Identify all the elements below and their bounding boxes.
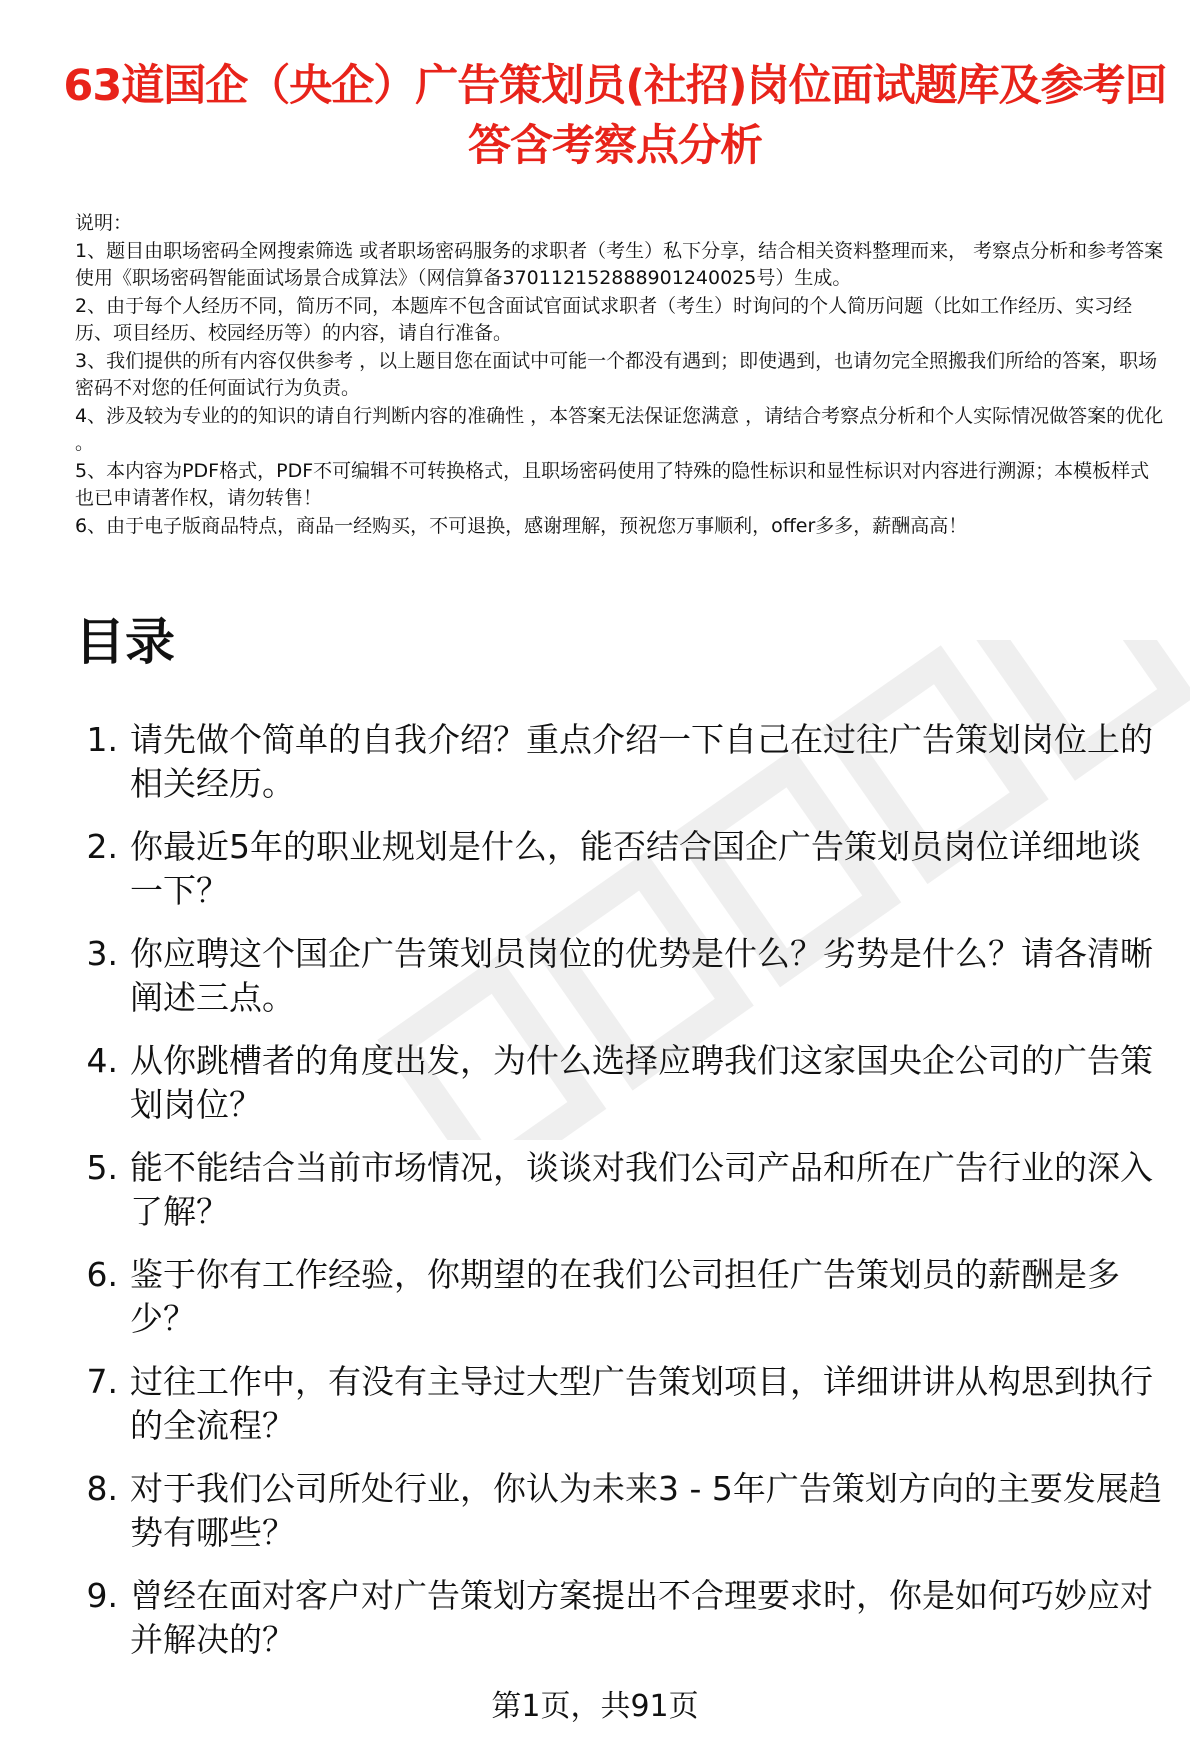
- toc-item-number: 4.: [86, 1041, 118, 1080]
- toc-item-text: 曾经在面对客户对广告策划方案提出不合理要求时，你是如何巧妙应对并解决的？: [130, 1576, 1153, 1659]
- note-item-1: 1、题目由职场密码全网搜索筛选 或者职场密码服务的求职者（考生）私下分享，结合相关资料整理而来， 考察点分析和参考答案使用《职场密码智能面试场景合成算法》（网信算备370112152888901240025号）生成。: [75, 239, 1164, 289]
- toc-item-number: 9.: [86, 1576, 118, 1615]
- toc-item[interactable]: [70, 1467, 1170, 1574]
- toc-item[interactable]: [70, 932, 1170, 1039]
- toc-item[interactable]: [70, 1360, 1170, 1467]
- toc-item-number: 6.: [86, 1255, 118, 1294]
- page-footer: 第1页，共91页: [491, 1689, 699, 1724]
- toc-item-text: 过往工作中，有没有主导过大型广告策划项目，详细讲讲从构思到执行的全流程？: [130, 1362, 1153, 1445]
- note-item-6: 6、由于电子版商品特点，商品一经购买，不可退换，感谢理解，预祝您万事顺利，offer多多，薪酬高高！: [75, 514, 968, 537]
- toc-item-text: 从你跳槽者的角度出发，为什么选择应聘我们这家国央企公司的广告策划岗位？: [130, 1041, 1153, 1124]
- toc-item[interactable]: [70, 1146, 1170, 1253]
- note-item-5: 5、本内容为PDF格式，PDF不可编辑不可转换格式，且职场密码使用了特殊的隐性标识和显性标识对内容进行溯源；本模板样式也已申请著作权，请勿转售！: [75, 459, 1150, 509]
- toc-item[interactable]: [70, 1574, 1170, 1681]
- title-text: 63道国企（央企）广告策划员(社招)岗位面试题库及参考回答含考察点分析: [63, 61, 1167, 171]
- notes-section: [75, 210, 1165, 540]
- note-item-3: 3、我们提供的所有内容仅供参考 ，以上题目您在面试中可能一个都没有遇到；即使遇到，也请勿完全照搬我们所给的答案，职场密码不对您的任何面试行为负责。: [75, 349, 1158, 399]
- note-item-2: 2、由于每个人经历不同，简历不同，本题库不包含面试官面试求职者（考生）时询问的个人简历问题（比如工作经历、实习经历、项目经历、校园经历等）的内容，请自行准备。: [75, 294, 1133, 344]
- toc-item-text: 对于我们公司所处行业，你认为未来3 - 5年广告策划方向的主要发展趋势有哪些？: [130, 1469, 1162, 1552]
- toc-item-text: 你最近5年的职业规划是什么，能否结合国企广告策划员岗位详细地谈一下？: [130, 827, 1141, 910]
- toc-item[interactable]: [70, 825, 1170, 932]
- toc-item-text: 请先做个简单的自我介绍？重点介绍一下自己在过往广告策划岗位上的相关经历。: [130, 720, 1153, 803]
- toc-item-number: 5.: [86, 1148, 118, 1187]
- toc-item-text: 你应聘这个国企广告策划员岗位的优势是什么？劣势是什么？请各清晰阐述三点。: [130, 934, 1153, 1017]
- toc-item-number: 8.: [86, 1469, 118, 1508]
- note-item-4: 4、涉及较为专业的的知识的请自行判断内容的准确性 ，本答案无法保证您满意 ，请结合考察点分析和个人实际情况做答案的优化 。: [75, 404, 1164, 454]
- toc-item-number: 7.: [86, 1362, 118, 1401]
- notes-heading: 说明：: [75, 212, 133, 234]
- toc-item-text: 能不能结合当前市场情况，谈谈对我们公司产品和所在广告行业的深入了解？: [130, 1148, 1153, 1231]
- toc-item-number: 2.: [86, 827, 118, 866]
- toc-item-text: 鉴于你有工作经验，你期望的在我们公司担任广告策划员的薪酬是多少？: [130, 1255, 1120, 1338]
- document-title: [60, 56, 1170, 176]
- toc-item-number: 1.: [86, 720, 118, 759]
- toc-item[interactable]: [70, 1039, 1170, 1146]
- toc-list: [70, 718, 1170, 1681]
- toc-item[interactable]: [70, 1253, 1170, 1360]
- toc-item[interactable]: [70, 718, 1170, 825]
- toc-item-number: 3.: [86, 934, 118, 973]
- toc-heading: 目录: [75, 613, 175, 671]
